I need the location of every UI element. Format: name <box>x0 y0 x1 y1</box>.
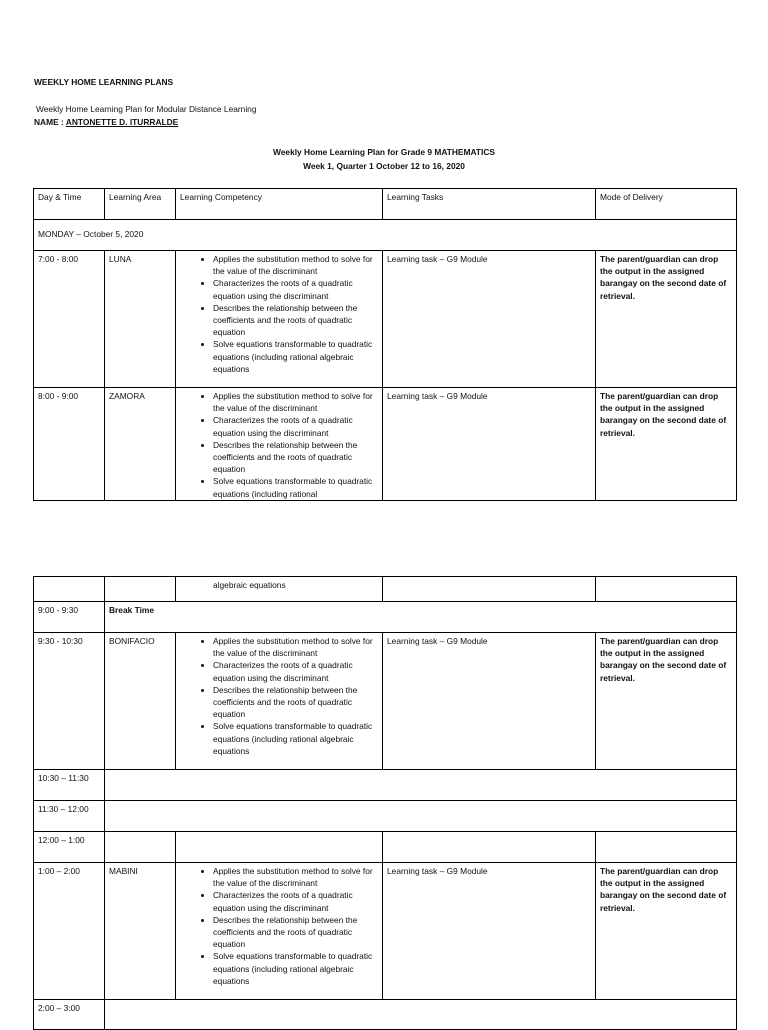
time-cell: 11:30 – 12:00 <box>34 801 105 832</box>
task-cell: Learning task – G9 Module <box>383 388 596 501</box>
area-cell <box>105 832 176 863</box>
competency-cell <box>176 251 383 388</box>
table-row <box>34 770 737 801</box>
delivery-cell: The parent/guardian can drop the output in the assigned barangay on the second date of retrieval. <box>596 633 737 770</box>
competency-cell <box>176 832 383 863</box>
table-row <box>34 863 737 1000</box>
column-header: Mode of Delivery <box>596 189 737 220</box>
time-cell: 9:00 - 9:30 <box>34 602 105 633</box>
delivery-cell: The parent/guardian can drop the output in the assigned barangay on the second date of retrieval. <box>596 388 737 501</box>
competency-list <box>180 253 378 375</box>
document-subheading: Weekly Home Learning Plan for Modular Distance Learning <box>36 104 257 114</box>
area-cell <box>105 577 176 602</box>
time-cell: 10:30 – 11:30 <box>34 770 105 801</box>
time-cell: 9:30 - 10:30 <box>34 633 105 770</box>
competency-item: • Describes the relationship between the coefficients and the roots of quadratic equation <box>213 684 378 721</box>
break-label: Break Time <box>105 602 737 633</box>
delivery-cell: The parent/guardian can drop the output in the assigned barangay on the second date of retrieval. <box>596 251 737 388</box>
competency-item: • Applies the substitution method to solve for the value of the discriminant <box>213 865 378 889</box>
time-cell: 12:00 – 1:00 <box>34 832 105 863</box>
empty-cell <box>105 1000 737 1030</box>
delivery-cell <box>596 577 737 602</box>
competency-item: • Solve equations transformable to quadratic equations (including rational <box>213 475 378 499</box>
column-header: Learning Competency <box>176 189 383 220</box>
table-row <box>34 251 737 388</box>
plan-title-line1: Weekly Home Learning Plan for Grade 9 MATHEMATICS <box>273 147 495 157</box>
time-cell: 8:00 - 9:00 <box>34 388 105 501</box>
plan-table-page2 <box>33 576 737 1030</box>
competency-item: • Applies the substitution method to solve for the value of the discriminant <box>213 635 378 659</box>
competency-item: • Characterizes the roots of a quadratic equation using the discriminant <box>213 277 378 301</box>
area-cell: MABINI <box>105 863 176 1000</box>
time-cell <box>34 577 105 602</box>
delivery-cell <box>596 832 737 863</box>
table-header-row <box>34 189 737 220</box>
column-header: Learning Tasks <box>383 189 596 220</box>
table-row <box>34 832 737 863</box>
area-cell: LUNA <box>105 251 176 388</box>
table-row <box>34 801 737 832</box>
task-cell <box>383 577 596 602</box>
competency-item: • Characterizes the roots of a quadratic equation using the discriminant <box>213 659 378 683</box>
competency-item: • Solve equations transformable to quadratic equations (including rational algebraic equations <box>213 950 378 987</box>
competency-list <box>180 635 378 757</box>
competency-item: • Applies the substitution method to solve for the value of the discriminant <box>213 253 378 277</box>
table-row <box>34 388 737 501</box>
competency-cell <box>176 388 383 501</box>
competency-list <box>180 390 378 500</box>
table-row <box>34 633 737 770</box>
empty-cell <box>105 801 737 832</box>
competency-item: • Describes the relationship between the coefficients and the roots of quadratic equation <box>213 914 378 951</box>
competency-item: • Describes the relationship between the coefficients and the roots of quadratic equation <box>213 302 378 339</box>
competency-cell <box>176 863 383 1000</box>
competency-item: • Applies the substitution method to solve for the value of the discriminant <box>213 390 378 414</box>
task-cell: Learning task – G9 Module <box>383 251 596 388</box>
name-value: ANTONETTE D. ITURRALDE <box>65 117 179 127</box>
task-cell: Learning task – G9 Module <box>383 633 596 770</box>
competency-item: • Characterizes the roots of a quadratic equation using the discriminant <box>213 889 378 913</box>
time-cell: 7:00 - 8:00 <box>34 251 105 388</box>
competency-item: • Solve equations transformable to quadratic equations (including rational algebraic equations <box>213 720 378 757</box>
table-row <box>34 602 737 633</box>
name-label: NAME : <box>34 117 66 127</box>
competency-item: • Characterizes the roots of a quadratic equation using the discriminant <box>213 414 378 438</box>
competency-item: • Describes the relationship between the coefficients and the roots of quadratic equation <box>213 439 378 476</box>
area-cell: BONIFACIO <box>105 633 176 770</box>
competency-list <box>180 865 378 987</box>
time-cell: 1:00 – 2:00 <box>34 863 105 1000</box>
time-cell: 2:00 – 3:00 <box>34 1000 105 1030</box>
column-header: Learning Area <box>105 189 176 220</box>
competency-item: • Solve equations transformable to quadratic equations (including rational algebraic equations <box>213 338 378 375</box>
day-label: MONDAY – October 5, 2020 <box>34 220 737 251</box>
task-cell <box>383 832 596 863</box>
competency-continued: algebraic equations <box>176 577 383 602</box>
day-row <box>34 220 737 251</box>
table-row-continued <box>34 577 737 602</box>
document-heading: WEEKLY HOME LEARNING PLANS <box>34 77 174 87</box>
plan-table-page1 <box>33 188 737 501</box>
plan-title-line2: Week 1, Quarter 1 October 12 to 16, 2020 <box>303 161 465 171</box>
competency-cell <box>176 633 383 770</box>
name-line <box>34 116 178 128</box>
table-row <box>34 1000 737 1030</box>
delivery-cell: The parent/guardian can drop the output in the assigned barangay on the second date of retrieval. <box>596 863 737 1000</box>
empty-cell <box>105 770 737 801</box>
area-cell: ZAMORA <box>105 388 176 501</box>
task-cell: Learning task – G9 Module <box>383 863 596 1000</box>
column-header: Day & Time <box>34 189 105 220</box>
